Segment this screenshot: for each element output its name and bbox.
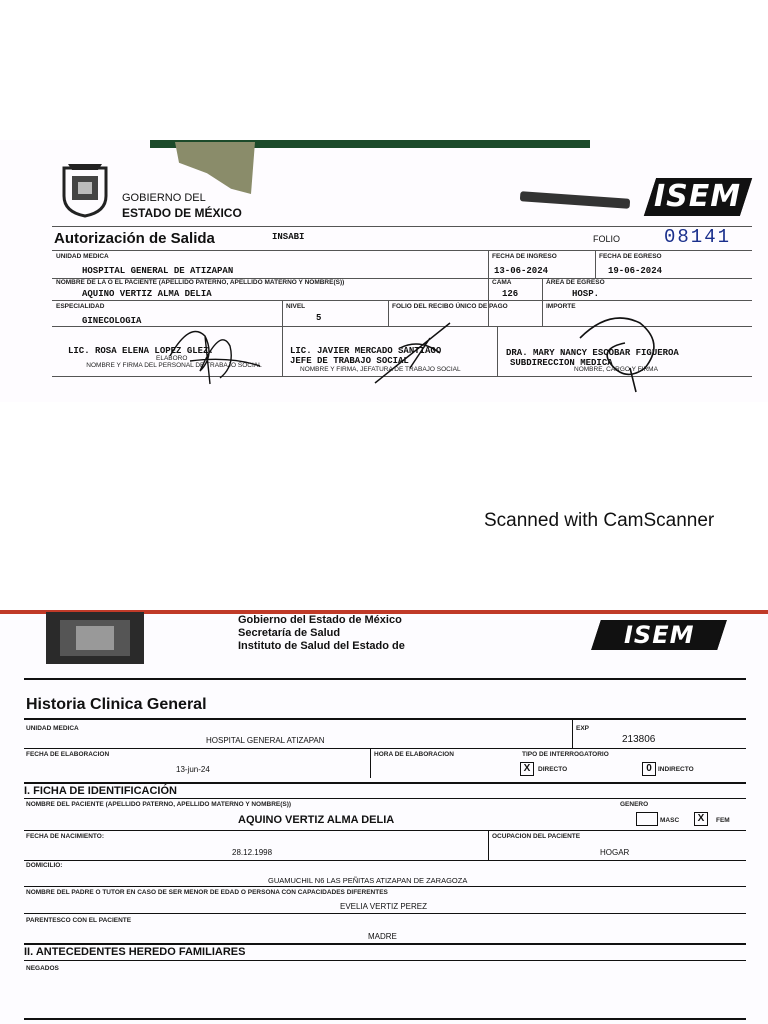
signer-2-name: LIC. JAVIER MERCADO SANTIAGO	[290, 346, 442, 356]
isem-logo-bottom: ISEM	[591, 620, 727, 650]
fem-checkbox[interactable]: X	[694, 812, 708, 826]
signer-1-role: ELABORO	[156, 355, 188, 362]
exit-authorization-form	[0, 140, 768, 402]
tipo-interrogatorio-label: TIPO DE INTERROGATORIO	[522, 751, 609, 758]
signer-1-name: LIC. ROSA ELENA LOPEZ GLEZ.	[68, 346, 214, 356]
folio-label: FOLIO	[593, 234, 621, 244]
especialidad-label: ESPECIALIDAD	[56, 303, 105, 310]
exp-label: EXP	[576, 725, 590, 732]
hora-elaboracion-label: HORA DE ELABORACION	[374, 751, 454, 758]
masc-label: MASC	[660, 817, 680, 824]
indirecto-checkbox[interactable]: 0	[642, 762, 656, 776]
nombre-paciente-label: NOMBRE DEL PACIENTE (APELLIDO PATERNO, APELLIDO MATERNO Y NOMBRE(S))	[26, 801, 292, 808]
tutor-value: EVELIA VERTIZ PEREZ	[340, 902, 427, 911]
nombre-paciente-value: AQUINO VERTIZ ALMA DELIA	[82, 289, 212, 299]
clinical-history-form	[0, 610, 768, 1024]
gov-line-1: GOBIERNO DEL	[122, 192, 206, 204]
form-title-code: INSABI	[272, 232, 305, 242]
unidad-medica-value: HOSPITAL GENERAL DE ATIZAPAN	[82, 266, 234, 276]
signer-3-name: DRA. MARY NANCY ESCOBAR FIGUEROA	[506, 348, 679, 358]
fecha-egreso-value: 19-06-2024	[608, 266, 663, 276]
domicilio-label: DOMICILIO:	[26, 862, 63, 869]
indirecto-label: INDIRECTO	[658, 766, 694, 773]
cama-value: 126	[502, 289, 519, 299]
gov-line-2: Secretaría de Salud	[238, 627, 341, 639]
gov-line-2: ESTADO DE MÉXICO	[122, 206, 242, 220]
tutor-label: NOMBRE DEL PADRE O TUTOR EN CASO DE SER MENOR DE EDAD O PERSONA CON CAPACIDADES DIFERENTES	[26, 889, 388, 896]
folio-recibo-label: FOLIO DEL RECIBO ÚNICO DE PAGO	[392, 303, 508, 310]
nombre-paciente-label: NOMBRE DE LA O EL PACIENTE (APELLIDO PATERNO, APELLIDO MATERNO Y NOMBRE(S))	[56, 279, 345, 286]
signer-3-role: SUBDIRECCION MEDICA	[510, 358, 613, 368]
form-title: Historia Clinica General	[26, 696, 207, 713]
negados-text: NEGADOS	[26, 965, 59, 972]
cama-label: CAMA	[492, 279, 512, 286]
exp-value: 213806	[622, 734, 656, 745]
folio-value: 08141	[664, 226, 732, 248]
tape-mark	[175, 142, 255, 194]
isem-logo: ISEM	[644, 178, 752, 216]
fecha-egreso-label: FECHA DE EGRESO	[599, 253, 662, 260]
gov-line-1: Gobierno del Estado de México	[238, 614, 402, 626]
ocupacion-value: HOGAR	[600, 848, 630, 857]
coat-of-arms-icon-bottom	[46, 612, 144, 664]
camscanner-watermark: Scanned with CamScanner	[484, 510, 715, 531]
gov-line-3: Instituto de Salud del Estado de	[238, 640, 405, 652]
section-ficha-identificacion: I. FICHA DE IDENTIFICACIÓN	[24, 785, 177, 797]
signer-1-caption: NOMBRE Y FIRMA DEL PERSONAL DE TRABAJO SOCIAL	[86, 362, 262, 369]
area-egreso-label: ÁREA DE EGRESO	[546, 279, 605, 286]
unidad-medica-label: UNIDAD MEDICA	[26, 725, 79, 732]
fecha-elaboracion-value: 13-jun-24	[176, 765, 210, 774]
coat-of-arms-icon	[58, 160, 112, 218]
directo-checkbox[interactable]: X	[520, 762, 534, 776]
nivel-value: 5	[316, 313, 322, 323]
domicilio-value: GUAMUCHIL N6 LAS PEÑITAS ATIZAPAN DE ZARAGOZA	[268, 876, 468, 885]
fecha-nacimiento-label: FECHA DE NACIMIENTO:	[26, 833, 104, 840]
unidad-medica-label: UNIDAD MEDICA	[56, 253, 109, 260]
nombre-paciente-value: AQUINO VERTIZ ALMA DELIA	[238, 814, 395, 826]
section-antecedentes: II. ANTECEDENTES HEREDO FAMILIARES	[24, 946, 246, 958]
parentesco-value: MADRE	[368, 932, 397, 941]
fecha-nacimiento-value: 28.12.1998	[232, 848, 273, 857]
form-title: Autorización de Salida	[54, 230, 215, 247]
fecha-elaboracion-label: FECHA DE ELABORACION	[26, 751, 110, 758]
signer-3-caption: NOMBRE, CARGO Y FIRMA	[574, 366, 658, 373]
fecha-ingreso-label: FECHA DE INGRESO	[492, 253, 557, 260]
directo-label: DIRECTO	[538, 766, 568, 773]
unidad-medica-value: HOSPITAL GENERAL ATIZAPAN	[206, 736, 325, 745]
signer-2-role: JEFE DE TRABAJO SOCIAL	[290, 356, 409, 366]
masc-checkbox[interactable]	[636, 812, 658, 826]
nivel-label: NIVEL	[286, 303, 306, 310]
signer-2-caption: NOMBRE Y FIRMA, JEFATURA DE TRABAJO SOCIAL	[300, 366, 461, 373]
parentesco-label: PARENTESCO CON EL PACIENTE	[26, 917, 132, 924]
fecha-ingreso-value: 13-06-2024	[494, 266, 549, 276]
genero-label: GENERO	[620, 801, 649, 808]
tape-mark-2	[520, 191, 630, 209]
area-egreso-value: HOSP.	[572, 289, 600, 299]
fem-label: FEM	[716, 817, 730, 824]
especialidad-value: GINECOLOGIA	[82, 316, 142, 326]
importe-label: IMPORTE	[546, 303, 576, 310]
ocupacion-label: OCUPACION DEL PACIENTE	[492, 833, 581, 840]
